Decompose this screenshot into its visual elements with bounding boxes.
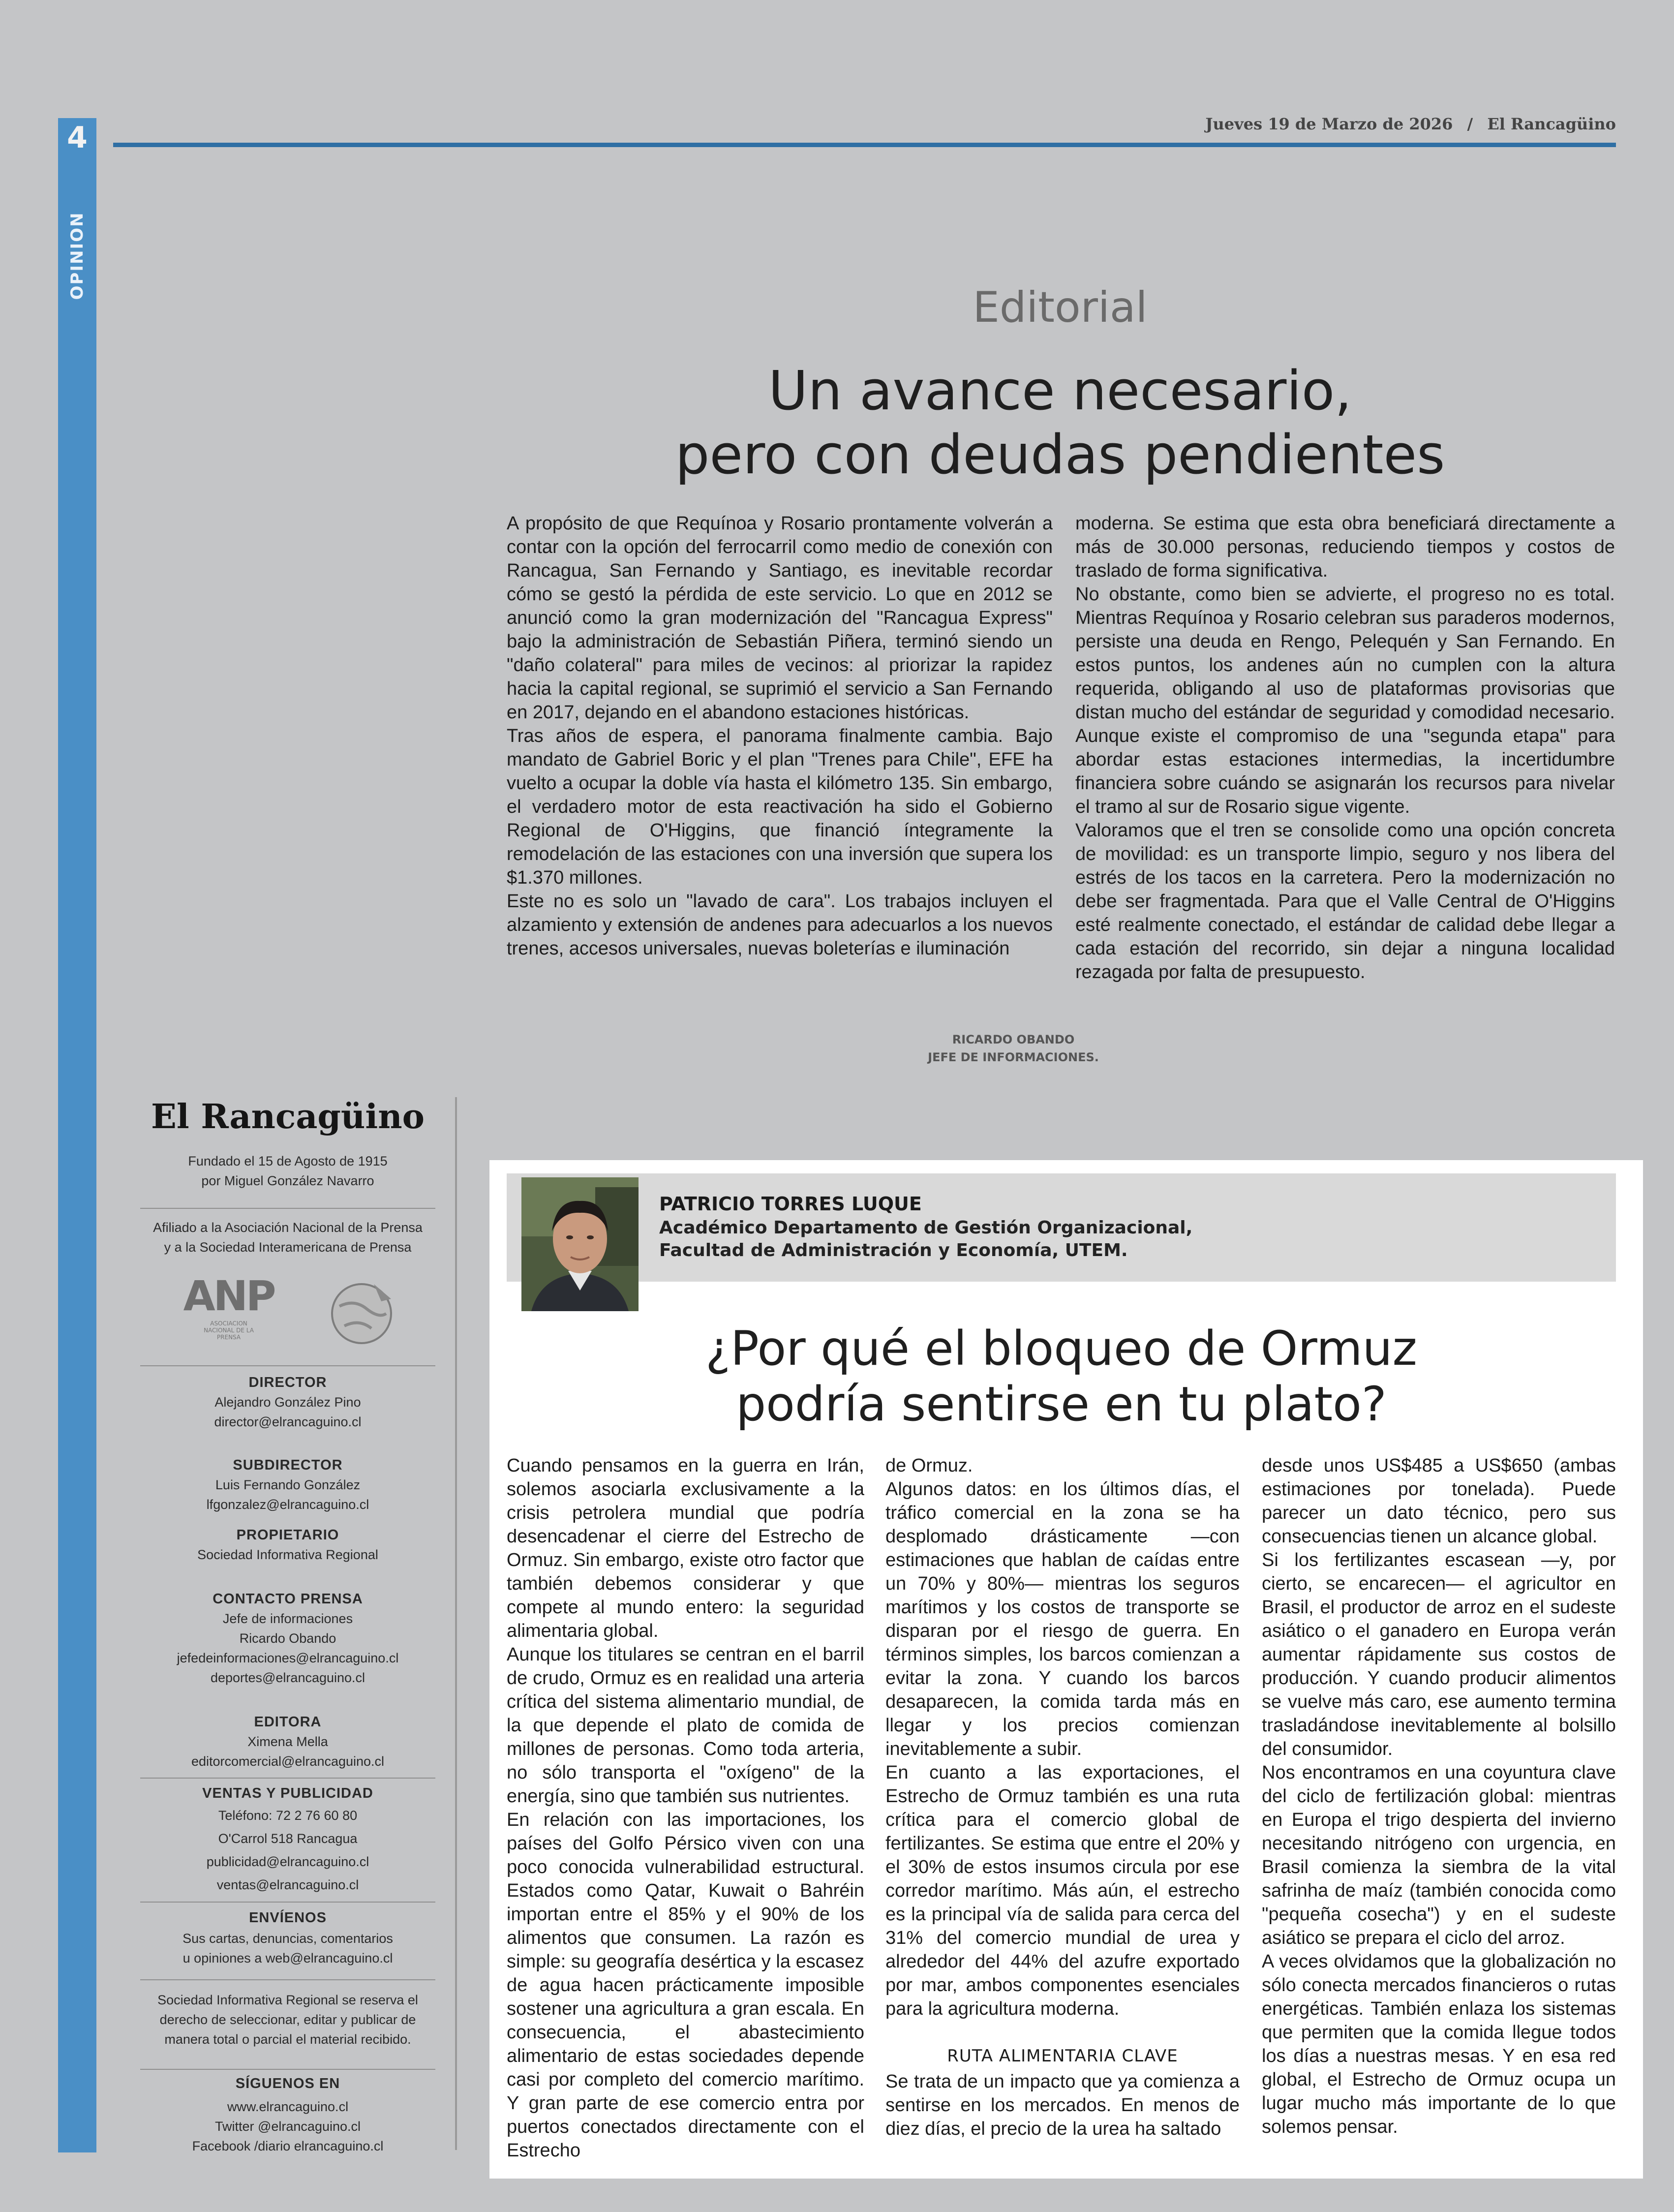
section-label xyxy=(58,207,96,305)
director-label: DIRECTOR xyxy=(248,1375,327,1390)
paragraph: desde unos US$485 a US$650 (ambas estimaciones por tonelada). Puede parecer un dato técnico, pero sus consecuencias tienen un alcance global. xyxy=(1262,1455,1616,1547)
header-rule xyxy=(113,143,1616,147)
opinion-column-1 xyxy=(507,1454,864,2162)
editorial-column-1 xyxy=(507,512,1053,960)
globe-icon xyxy=(327,1279,396,1348)
sales-email-1: publicidad@elrancaguino.cl xyxy=(206,1854,369,1869)
dateline-separator: / xyxy=(1467,115,1473,133)
press-name: Ricardo Obando xyxy=(239,1631,336,1646)
press-label: CONTACTO PRENSA xyxy=(213,1591,363,1607)
paragraph: moderna. Se estima que esta obra beneficiará directamente a más de 30.000 personas, reduciendo tiempos y costos de traslado de forma significativa. xyxy=(1075,513,1615,581)
rights-line-2: derecho de seleccionar, editar y publicar de xyxy=(159,2012,416,2027)
paragraph: Tras años de espera, el panorama finalmente cambia. Bajo mandato de Gabriel Boric y el plan "Trenes para Chile", EFE ha vuelto a ocupar la doble vía hasta el kilómetro 135. Sin embargo, el verdadero motor de esta reactivación ha sido el Gobierno Regional de O'Higgins, que financió íntegramente la remodelación de las estaciones con una inversión que supera los $1.370 millones. xyxy=(507,726,1053,888)
paragraph: Valoramos que el tren se consolide como una opción concreta de movilidad: es un transporte limpio, seguro y nos libera del estrés de los tacos en la carretera. Pero la modernización no debe ser fragmentada. Para que el Valle Central de O'Higgins esté realmente conectado, el estándar de calidad debe llegar a cada estación del recorrido, sin dejar a ninguna localidad rezagada por falta de presupuesto. xyxy=(1075,820,1615,983)
follow-label: SÍGUENOS EN xyxy=(235,2076,340,2091)
follow-twitter-link[interactable]: Twitter @elrancaguino.cl xyxy=(214,2119,361,2134)
divider xyxy=(140,1208,435,1209)
affiliation-line-2: y a la Sociedad Interamericana de Prensa xyxy=(164,1240,412,1255)
author-role-line-2: Facultad de Administración y Economía, UTEM. xyxy=(659,1240,1128,1260)
opinion-headline xyxy=(507,1321,1616,1433)
author-role xyxy=(659,1217,1192,1262)
press-email-2: deportes@elrancaguino.cl xyxy=(210,1670,365,1685)
header-dateline xyxy=(1205,115,1616,133)
divider xyxy=(140,1365,435,1366)
paragraph: Este no es solo un "lavado de cara". Los trabajos incluyen el alzamiento y extensión de andenes para adecuarlos a los nuevos trenes, accesos universales, nuevas boleterías e iluminación xyxy=(507,891,1053,959)
paragraph: Algunos datos: en los últimos días, el tráfico comercial en la zona se ha desplomado drásticamente —con estimaciones que hablan de caídas entre un 70% y 80%— mientras los seguros marítimos y los costos de transporte se disparan por el riesgo de guerra. En términos simples, los barcos comienzan a evitar la zona. Y cuando los barcos desaparecen, la comida tarda más en llegar y los precios comienzan inevitablemente a subir. xyxy=(885,1479,1240,1759)
affiliation-line-1: Afiliado a la Asociación Nacional de la Prensa xyxy=(153,1220,423,1235)
issue-date: Jueves 19 de Marzo de 2026 xyxy=(1205,115,1453,133)
signature-role: JEFE DE INFORMACIONES. xyxy=(928,1050,1099,1064)
editorial-signature xyxy=(836,1031,1190,1066)
editorial-headline xyxy=(507,359,1613,487)
paragraph: Nos encontramos en una coyuntura clave del ciclo de fertilización global: mientras en Europa el trigo despierta del invierno necesitando nitrógeno con urgencia, en Brasil comienza la siembra de la vital safrinha de maíz (también conocida como "pequeña cosecha") y en el sudeste asiático se prepara el ciclo del arroz. xyxy=(1262,1762,1616,1948)
opinion-headline-line-1: ¿Por qué el bloqueo de Ormuz xyxy=(705,1321,1417,1376)
masthead-title: El Rancagüino xyxy=(151,1097,425,1137)
paragraph: En relación con las importaciones, los países del Golfo Pérsico viven con una poco conocida vulnerabilidad estructural. Estados como Qatar, Kuwait o Bahréin importan entre el 85% y el 90% de los alimentos que consumen. La razón es simple: su geografía desértica y la escasez de agua hacen prácticamente imposible sostener una agricultura a gran escala. En consecuencia, el abastecimiento alimentario de estas sociedades depende casi por completo del comercio marítimo. Y gran parte de ese comercio entra por puertos conectados directamente con el Estrecho xyxy=(507,1810,864,2161)
subdirector-label: SUBDIRECTOR xyxy=(233,1457,343,1473)
director-email: director@elrancaguino.cl xyxy=(214,1414,362,1429)
author-role-line-1: Académico Departamento de Gestión Organizacional, xyxy=(659,1218,1193,1238)
paragraph: de Ormuz. xyxy=(885,1455,973,1476)
divider xyxy=(140,2069,435,2070)
publication-name: El Rancagüino xyxy=(1487,115,1616,133)
paragraph: A propósito de que Requínoa y Rosario prontamente volverán a contar con la opción del ferrocarril como medio de conexión con Rancagua, San Fernando y Santiago, es inevitable recordar cómo se gestó la pérdida de este servicio. Lo que en 2012 se anunció como la gran modernización del "Rancagua Express" bajo la administración de Sebastián Piñera, terminó siendo un "daño colateral" para miles de vecinos: al priorizar la rapidez hacia la capital regional, se suprimió el servicio a San Fernando en 2017, dejando en el abandono estaciones históricas. xyxy=(507,513,1053,723)
rights-line-3: manera total o parcial el material recibido. xyxy=(164,2032,411,2047)
divider xyxy=(140,1902,435,1903)
editorial-headline-line-1: Un avance necesario, xyxy=(768,359,1352,422)
paragraph: A veces olvidamos que la globalización no sólo conecta mercados financieros o rutas energéticas. También enlaza los sistemas que permiten que la comida llegue todos los días a nuestras mesas. Y en esa red global, el Estrecho de Ormuz ocupa un lugar mucho más importante de lo que solemos pensar. xyxy=(1262,1951,1616,2137)
rights-line-1: Sociedad Informativa Regional se reserva el xyxy=(157,1993,418,2007)
opinion-subhead: RUTA ALIMENTARIA CLAVE xyxy=(947,2046,1178,2066)
editor-name: Ximena Mella xyxy=(247,1734,328,1749)
paragraph: No obstante, como bien se advierte, el progreso no es total. Mientras Requínoa y Rosario celebran sus paraderos modernos, persiste una deuda en Rengo, Pelequén y San Fernando. En estos puntos, los andenes aún no cumplen con la altura requerida, obligando al uso de plataformas provisorias que distan mucho del estándar de seguridad y comodidad necesario. Aunque existe el compromiso de una "segunda etapa" para abordar estas estaciones intermedias, la incertidumbre financiera sobre cuándo se asignarán los recursos para nivelar el tramo al sur de Rosario sigue vigente. xyxy=(1075,584,1615,817)
page-number: 4 xyxy=(67,121,88,155)
paragraph: Aunque los titulares se centran en el barril de crudo, Ormuz es en realidad una arteria crítica del sistema alimentario mundial, de la que depende el plato de comida de millones de personas. Como toda arteria, no sólo transporta el "oxígeno" de la energía, sino que también sus nutrientes. xyxy=(507,1644,864,1807)
anp-logo xyxy=(180,1272,278,1351)
follow-facebook-link[interactable]: Facebook /diario elrancaguino.cl xyxy=(192,2139,384,2153)
director-name: Alejandro González Pino xyxy=(214,1395,361,1410)
author-name: PATRICIO TORRES LUQUE xyxy=(659,1193,922,1215)
anp-logo-subtext: ASOCIACION NACIONAL DE LA PRENSA xyxy=(204,1320,254,1341)
author-photo xyxy=(521,1177,639,1311)
paragraph: En cuanto a las exportaciones, el Estrecho de Ormuz también es una ruta crítica para el comercio global de fertilizantes. Se estima que entre el 20% y el 30% de estos insumos circula por ese corredor marítimo. Más aún, el estrecho es la principal vía de salida para cerca del 31% del comercio mundial de urea y alrededor del 44% del azufre exportado por mar, ambos componentes esenciales para la agricultura moderna. xyxy=(885,1762,1240,2019)
signature-name: RICARDO OBANDO xyxy=(952,1033,1075,1046)
editor-label: EDITORA xyxy=(254,1714,322,1730)
paragraph: Se trata de un impacto que ya comienza a sentirse en los mercados. En menos de diez días, el precio de la urea ha saltado xyxy=(885,2071,1240,2139)
anp-logo-text: ANP xyxy=(183,1272,274,1320)
founded-line-2: por Miguel González Navarro xyxy=(201,1173,374,1188)
founded-line-1: Fundado el 15 de Agosto de 1915 xyxy=(188,1154,388,1168)
editorial-headline-line-2: pero con deudas pendientes xyxy=(675,423,1445,486)
owner-name: Sociedad Informativa Regional xyxy=(197,1547,378,1562)
subdirector-email: lfgonzalez@elrancaguino.cl xyxy=(206,1497,369,1512)
send-label: ENVÍENOS xyxy=(249,1910,327,1926)
divider xyxy=(140,1979,435,1980)
editorial-column-2 xyxy=(1075,512,1615,984)
sales-phone: Teléfono: 72 2 76 60 80 xyxy=(218,1808,358,1823)
opinion-column-2 xyxy=(885,1454,1240,2141)
send-line-2: u opiniones a web@elrancaguino.cl xyxy=(183,1951,393,1966)
editorial-kicker: Editorial xyxy=(973,283,1148,332)
opinion-column-3 xyxy=(1262,1454,1616,2139)
press-role: Jefe de informaciones xyxy=(222,1611,353,1626)
paragraph: Cuando pensamos en la guerra en Irán, solemos asociarla exclusivamente a la crisis petrolera mundial que podría desencadenar el cierre del Estrecho de Ormuz. Sin embargo, existe otro factor que también debemos considerar y que compete al mundo entero: la seguridad alimentaria global. xyxy=(507,1455,864,1641)
sales-address: O'Carrol 518 Rancagua xyxy=(218,1831,358,1846)
author-portrait-icon xyxy=(521,1177,639,1311)
masthead-box xyxy=(130,1097,457,2153)
divider xyxy=(140,1778,435,1779)
sip-globe-logo xyxy=(327,1279,396,1348)
section-sidebar xyxy=(58,118,96,2152)
owner-label: PROPIETARIO xyxy=(236,1527,339,1543)
subdirector-name: Luis Fernando González xyxy=(215,1477,361,1492)
sales-label: VENTAS Y PUBLICIDAD xyxy=(202,1785,373,1801)
editor-email: editorcomercial@elrancaguino.cl xyxy=(191,1754,385,1769)
send-line-1: Sus cartas, denuncias, comentarios xyxy=(183,1931,393,1946)
press-email-1: jefedeinformaciones@elrancaguino.cl xyxy=(177,1651,399,1665)
section-label-text: OPINION xyxy=(67,212,87,300)
sales-email-2: ventas@elrancaguino.cl xyxy=(216,1877,359,1892)
paragraph: Si los fertilizantes escasean —y, por cierto, se encarecen— el agricultor en Brasil, el productor de arroz en el sudeste asiático o el ganadero en Europa verán aumentar rápidamente sus costos de producción. Y cuando producir alimentos se vuelve más caro, ese aumento termina trasladándose inevitablemente al bolsillo del consumidor. xyxy=(1262,1550,1616,1759)
follow-web-link[interactable]: www.elrancaguino.cl xyxy=(227,2099,349,2114)
opinion-headline-line-2: podría sentirse en tu plato? xyxy=(736,1377,1387,1432)
